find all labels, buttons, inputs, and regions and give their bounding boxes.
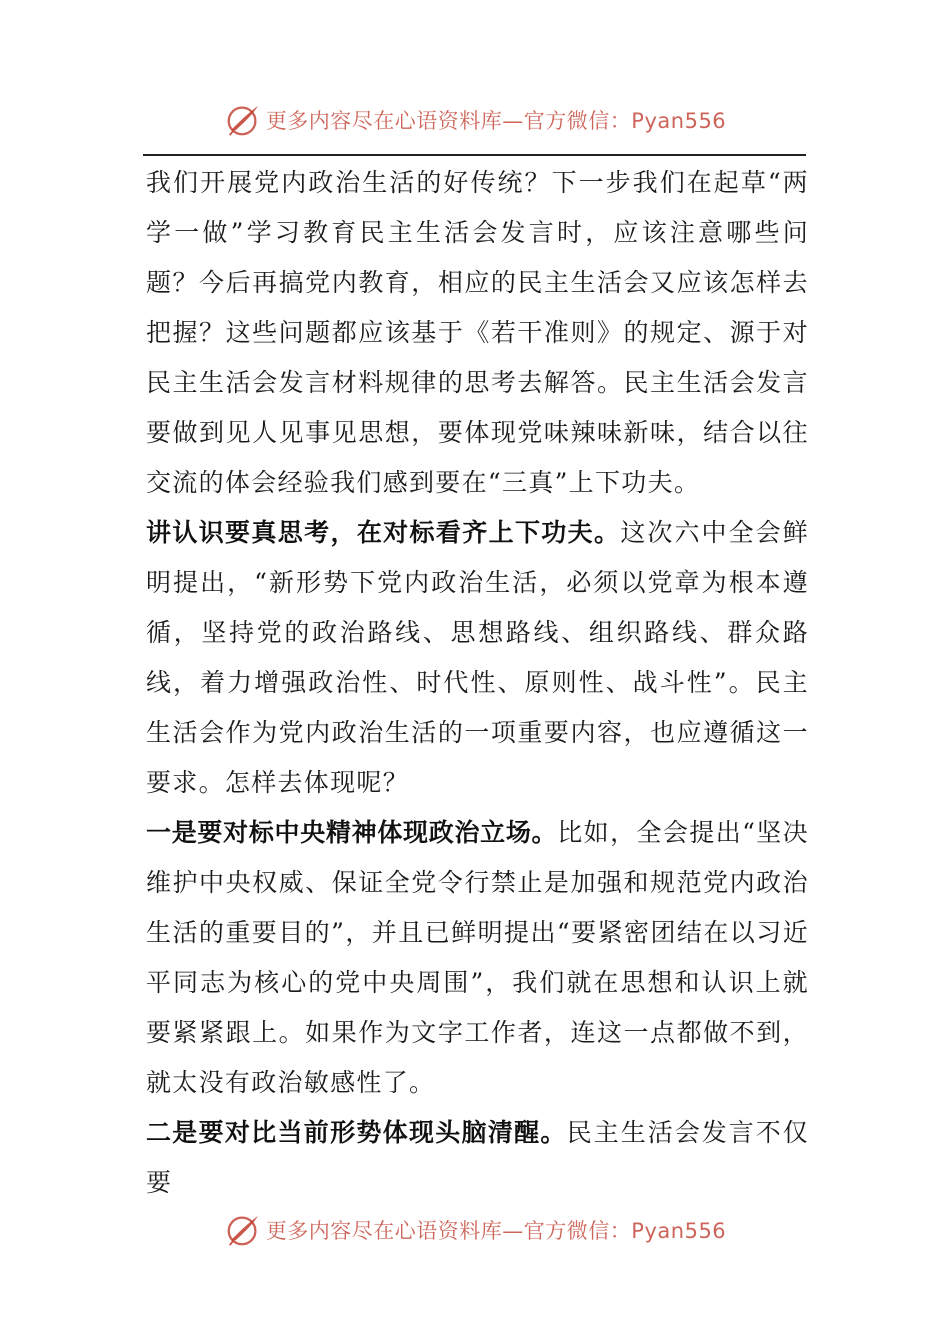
paragraph-1-text: 我们开展党内政治生活的好传统？下一步我们在起草“两学一做”学习教育民主生活会发言时，应该注意哪些问题？今后再搞党内教育，相应的民主生活会又应该怎样去把握？这些问题都应该基于《若干准则》的规定、源于对民主生活会发言材料规律的思考去解答。民主生活会发言要做到见人见事见思想，要体现党味辣味新味，结合以往交流的体会经验我们感到要在“三真”上下功夫。	[146, 168, 809, 497]
paragraph-3-text: 比如，全会提出“坚决维护中央权威、保证全党令行禁止是加强和规范党内政治生活的重要目的”，并且已鲜明提出“要紧密团结在以习近平同志为核心的党中央周围”，我们就在思想和认识上就要紧紧跟上。如果作为文字工作者，连这一点都做不到，就太没有政治敏感性了。	[146, 818, 809, 1097]
paragraph-4-heading: 二是要对比当前形势体现头脑清醒。	[146, 1118, 567, 1147]
document-body	[146, 158, 809, 1208]
paragraph-2-text: 这次六中全会鲜明提出，“新形势下党内政治生活，必须以党章为根本遵循，坚持党的政治路线、思想路线、组织路线、群众路线，着力增强政治性、时代性、原则性、战斗性”。民主生活会作为党内政治生活的一项重要内容，也应遵循这一要求。怎样去体现呢？	[146, 518, 809, 797]
paragraph-4-text: 民主生活会发言不仅要	[146, 1118, 809, 1197]
paragraph-3-heading: 一是要对标中央精神体现政治立场。	[146, 818, 558, 847]
paragraph-2	[146, 508, 809, 808]
quill-logo-icon	[224, 101, 262, 139]
paragraph-4	[146, 1108, 809, 1208]
header-banner-text: 更多内容尽在心语资料库—官方微信：Pyan556	[265, 109, 727, 133]
paragraph-1	[146, 158, 809, 508]
quill-logo-icon	[224, 1211, 262, 1249]
footer-banner	[0, 1210, 950, 1250]
paragraph-2-heading: 讲认识要真思考，在对标看齐上下功夫。	[146, 518, 621, 547]
header-banner	[0, 100, 950, 140]
paragraph-3	[146, 808, 809, 1108]
footer-banner-text: 更多内容尽在心语资料库—官方微信：Pyan556	[265, 1219, 727, 1243]
header-divider	[143, 154, 806, 156]
